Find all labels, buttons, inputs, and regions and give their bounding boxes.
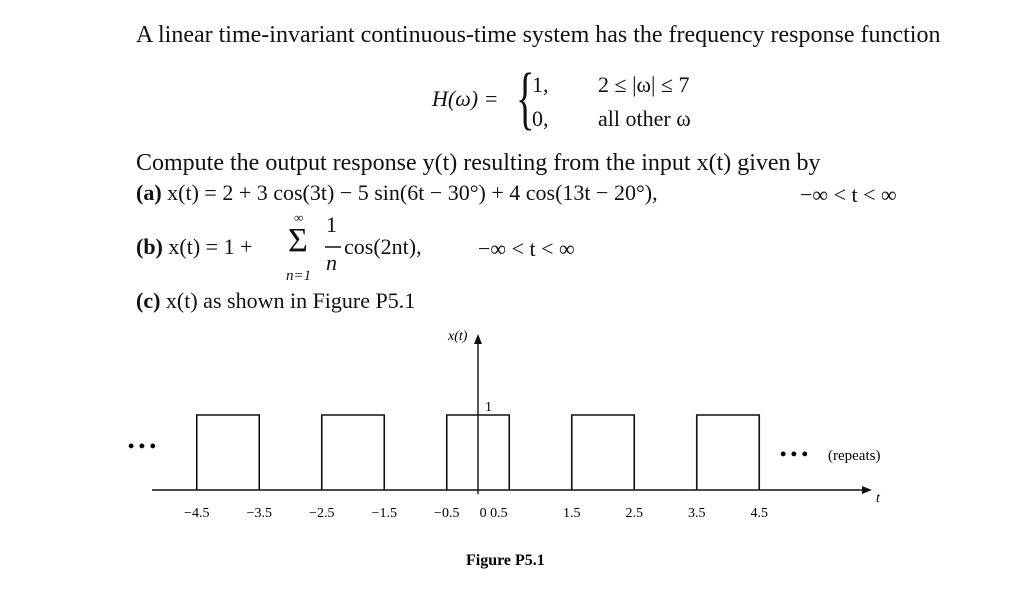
piecewise-brace: { xyxy=(516,60,535,137)
part-b-sum-upper: ∞ xyxy=(294,210,304,225)
part-a-label: (a) xyxy=(136,180,162,205)
tick-label: 4.5 xyxy=(750,506,768,521)
pulse-4 xyxy=(572,415,635,490)
part-b-range: −∞ < t < ∞ xyxy=(478,236,575,261)
y-axis-arrow xyxy=(474,334,482,344)
tick-label: 1.5 xyxy=(563,506,581,521)
tick-label: −0.5 xyxy=(434,506,460,521)
tick-label: 2.5 xyxy=(625,506,643,521)
pulse-5 xyxy=(697,415,760,490)
dots-right: • • • xyxy=(780,444,808,464)
part-b-fraction-den: n xyxy=(326,250,337,275)
case2-condition: all other ω xyxy=(598,106,691,131)
pulse-1 xyxy=(197,415,260,490)
part-c-label: (c) xyxy=(136,288,161,313)
tick-label: 3.5 xyxy=(688,506,706,521)
part-b-cos: cos(2nt), xyxy=(344,234,422,259)
tick-label: −2.5 xyxy=(309,506,335,521)
x-axis-arrow xyxy=(862,486,872,494)
tick-label: −3.5 xyxy=(246,506,272,521)
x-axis-label: t xyxy=(876,491,880,506)
part-b-fraction-num: 1 xyxy=(326,212,337,237)
part-b-prefix: x(t) = 1 + xyxy=(168,234,253,259)
part-a-expr: x(t) = 2 + 3 cos(3t) − 5 sin(6t − 30°) + 4 cos(13t − 20°), xyxy=(167,180,658,205)
case1-value: 1, xyxy=(532,72,549,97)
part-b-label: (b) xyxy=(136,234,163,259)
compute-statement: Compute the output response y(t) resulting from the input x(t) given by xyxy=(136,150,821,176)
case1-condition: 2 ≤ |ω| ≤ 7 xyxy=(598,72,690,97)
dots-left: • • • xyxy=(128,436,156,456)
tick-label: −1.5 xyxy=(371,506,397,521)
pulse-2 xyxy=(322,415,385,490)
tick-label: −4.5 xyxy=(184,506,210,521)
y-axis-label: x(t) xyxy=(448,329,468,344)
problem-intro: A linear time-invariant continuous-time system has the frequency response function xyxy=(136,22,941,48)
part-a-range: −∞ < t < ∞ xyxy=(800,182,897,207)
tick-group xyxy=(184,506,768,521)
tick-label: 0 0.5 xyxy=(479,506,508,521)
part-b-sum-symbol: Σ xyxy=(288,222,308,259)
freq-response-lhs: H(ω) = xyxy=(432,86,499,111)
case2-value: 0, xyxy=(532,106,549,131)
repeats-label: (repeats) xyxy=(828,448,881,464)
part-b-sum-lower: n=1 xyxy=(286,268,312,284)
figure-caption: Figure P5.1 xyxy=(466,552,545,569)
part-c-text: x(t) as shown in Figure P5.1 xyxy=(165,288,416,313)
level-label: 1 xyxy=(485,400,492,415)
